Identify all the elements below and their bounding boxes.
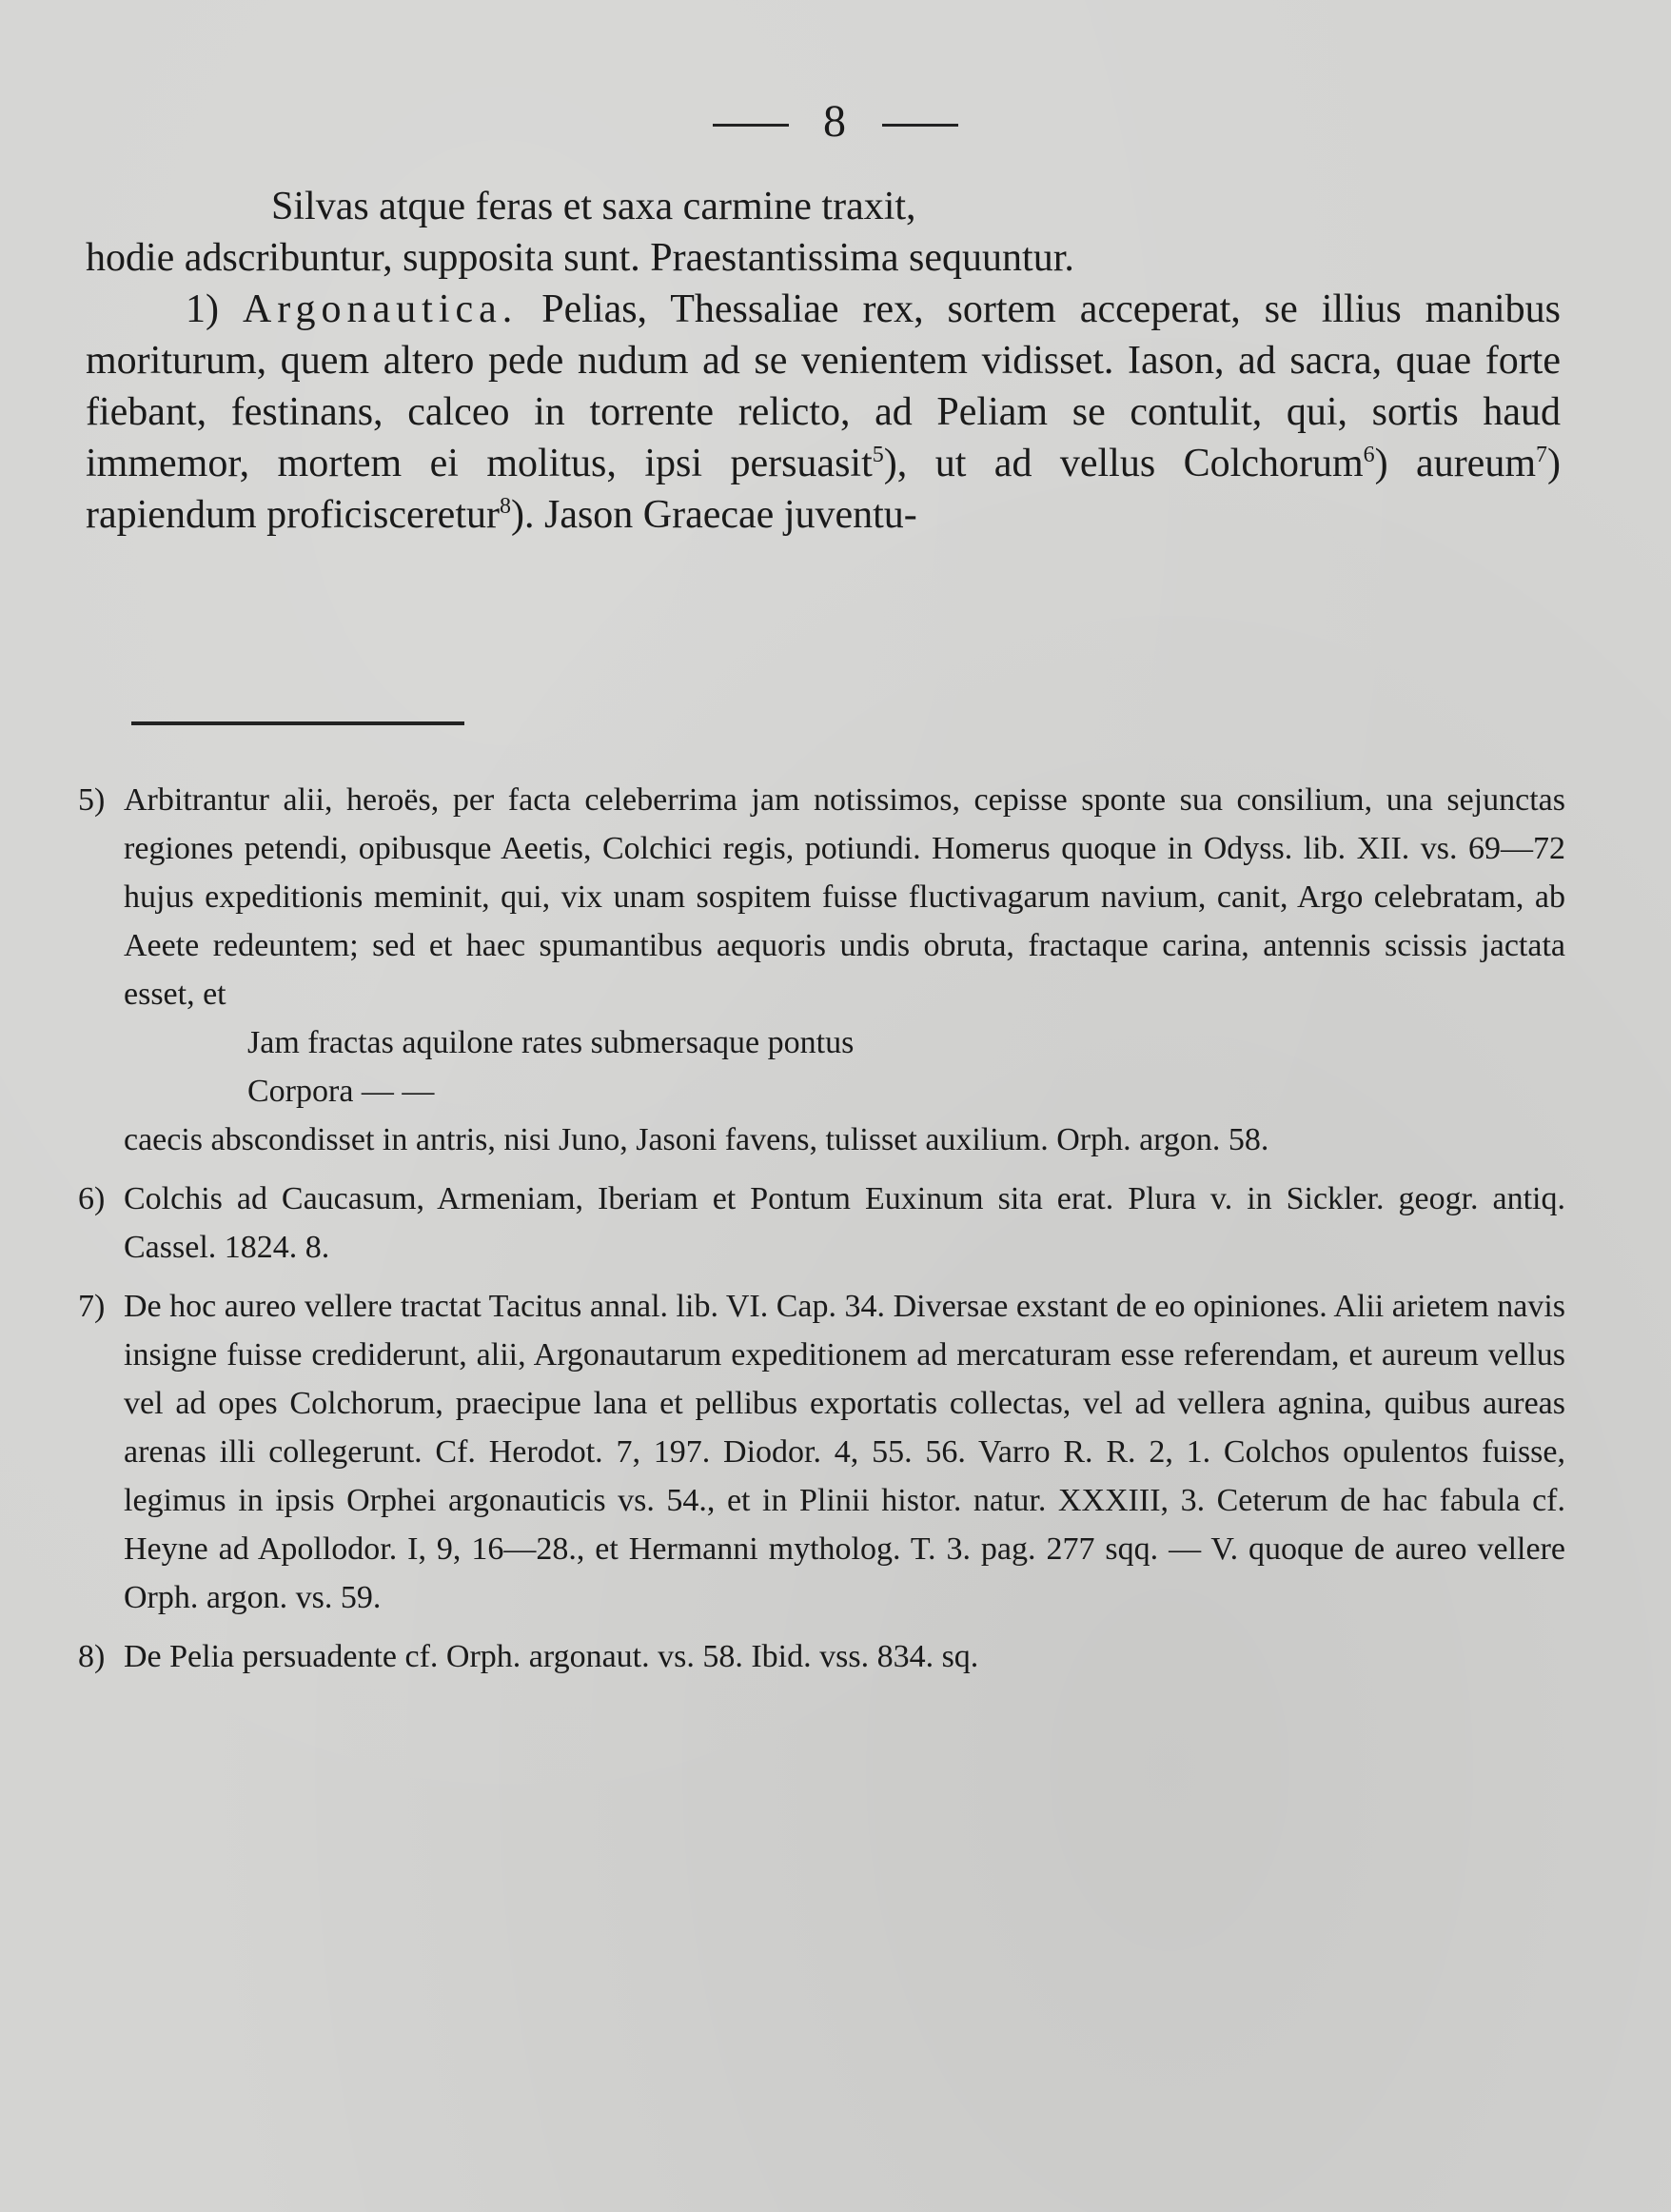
paragraph-text: ), ut ad vellus Colchorum (883, 442, 1364, 485)
footnote-ref-7: 7 (1536, 443, 1547, 467)
footnote-number: 8) (78, 1639, 106, 1674)
footnote-6 (78, 1175, 1565, 1272)
paragraph-text: ) aureum (1374, 442, 1536, 485)
footnote-text: De Pelia persuadente cf. Orph. argonaut. vs. 58. Ibid. vss. 834. sq. (124, 1639, 979, 1674)
section-number: 1) (186, 287, 219, 331)
text-line: hodie adscribuntur, supposita sunt. Praestantissima sequuntur. (86, 236, 1074, 280)
footnote-ref-8: 8 (499, 494, 511, 519)
main-text (86, 181, 1561, 541)
footnote-text: Arbitrantur alii, heroës, per facta celeberrima jam notissimos, cepisse sponte sua consilium, una sejunctas regiones petendi, opibusque Aeetis, Colchici regis, potiundi. Homerus quoque in Odyss. lib. XII. vs. 69—72 hujus expeditionis meminit, qui, vix unam sospitem fuisse fluctivagarum navium, canit, Argo celebratam, ab Aeete redeuntem; sed et haec spumantibus aequoris undis obruta, fractaque carina, antennis scissis jactata esset, et (124, 782, 1565, 1012)
footnote-number: 6) (78, 1181, 106, 1216)
argonautica-paragraph (86, 284, 1561, 541)
paragraph-text: ) rapiendum proficisceretur (86, 442, 1561, 537)
page-number: 8 (823, 96, 848, 147)
paragraph-text: ). Jason Graecae juventu- (510, 493, 917, 537)
footnote-text: caecis abscondisset in antris, nisi Juno, Jasoni favens, tulisset auxilium. Orph. argon. 58. (124, 1122, 1269, 1157)
footnote-7 (78, 1282, 1565, 1622)
footnote-separator (131, 721, 464, 725)
footnote-number: 7) (78, 1289, 106, 1324)
section-heading: Argonautica. (242, 287, 519, 331)
footnote-ref-5: 5 (872, 443, 884, 467)
footnote-ref-6: 6 (1363, 443, 1375, 467)
verse-line: Jam fractas aquilone rates submersaque pontus (247, 1025, 855, 1060)
footnote-text: De hoc aureo vellere tractat Tacitus annal. lib. VI. Cap. 34. Diversae exstant de eo opiniones. Alii arietem navis insigne fuisse crediderunt, alii, Argonautarum expeditionem ad mercaturam esse referendam, et aureum vellus vel ad opes Colchorum, praecipue lana et pellibus exportatis collectas, vel ad vellera agnina, quibus aureas arenas illi collegerunt. Cf. Herodot. 7, 197. Diodor. 4, 55. 56. Varro R. R. 2, 1. Colchos opulentos fuisse, legimus in ipsis Orphei argonauticis vs. 54., et in Plinii histor. natur. XXXIII, 3. Ceterum de hac fabula cf. Heyne ad Apollodor. I, 9, 16—28., et Hermanni mytholog. T. 3. pag. 277 sqq. — V. quoque de aureo vellere Orph. argon. vs. 59. (124, 1289, 1565, 1615)
footnote-5 (78, 776, 1565, 1164)
page-header (0, 95, 1671, 148)
header-dash-left (713, 124, 789, 127)
footnote-number: 5) (78, 782, 106, 818)
verse-line: Corpora — — (247, 1074, 435, 1109)
verse-line: Silvas atque feras et saxa carmine traxit, (271, 185, 916, 228)
footnote-text: Colchis ad Caucasum, Armeniam, Iberiam et Pontum Euxinum sita erat. Plura v. in Sickler. geogr. antiq. Cassel. 1824. 8. (124, 1181, 1565, 1265)
footnotes (78, 776, 1565, 1691)
paragraph-text: Pelias, Thessaliae rex, sortem acceperat, se illius manibus moriturum, quem altero pede nudum ad se venientem vidisset. Iason, ad sacra, quae forte fiebant, festinans, calceo in torrente relicto, ad Peliam se contulit, qui, sortis haud immemor, mortem ei molitus, ipsi persuasit (86, 287, 1561, 485)
footnote-verse (124, 1018, 1565, 1116)
footnote-8 (78, 1632, 1565, 1681)
header-dash-right (882, 124, 958, 127)
